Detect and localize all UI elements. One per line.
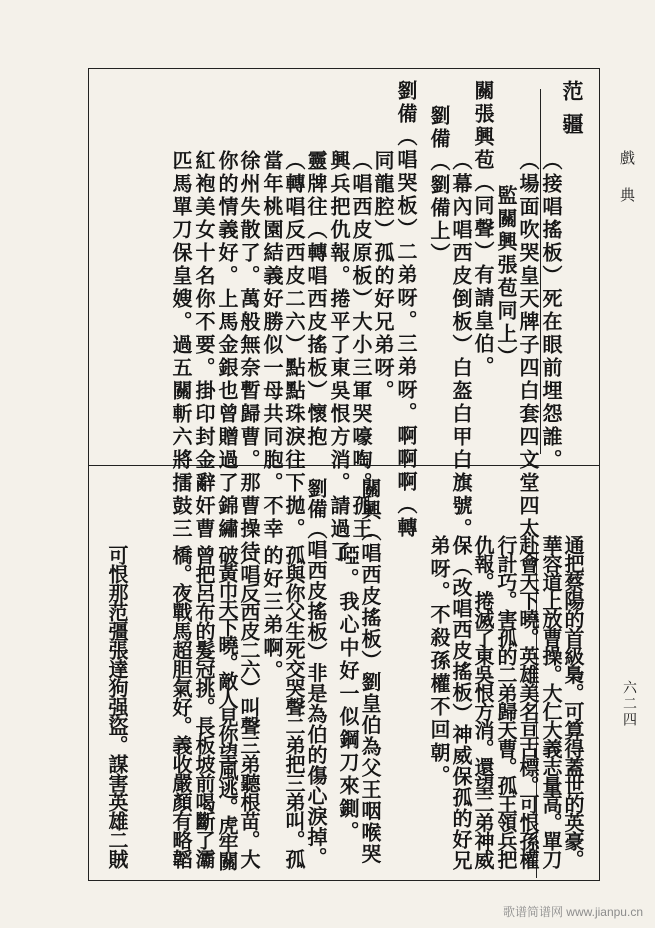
script-line: 孤與你父生死交哭聲二弟把三弟叫。孤 <box>282 545 306 868</box>
script-line: （接唱搖板）死在眼前埋怨誰。 <box>539 150 563 472</box>
script-line: 興兵把仇報。捲平了東吳恨方消。請過了 <box>327 150 351 564</box>
script-line: 劉備（唱西皮搖板）非是為伯的傷心淚掉。 <box>304 478 328 868</box>
script-line: 監關興張苞同上） <box>494 185 518 369</box>
script-line: 通把蔡陽的首級梟。可算得蓋世的英豪。 <box>561 535 585 868</box>
script-line: 匹馬單刀保皇嫂。過五關斬六將擂鼓三 <box>169 150 193 541</box>
script-line: 你的情義好。上馬金銀也曾贈過了錦繡 <box>215 150 239 541</box>
script-line: 同龍腔）孤的好兄弟呀。 <box>371 150 395 403</box>
script-line: 劉備（唱哭板）二弟呀。三弟呀。啊啊啊（轉 <box>394 80 418 540</box>
script-line: 行計巧。害孤的二弟歸天曹。孤王領兵把 <box>494 535 518 868</box>
script-line: 劉備（劉備上） <box>427 105 451 266</box>
script-line: 紅袍美女十名你不要。掛印封金辭奸曹 <box>192 150 216 541</box>
script-line: （場面吹哭皇天牌子四白套四文堂四太 <box>516 150 540 541</box>
script-line: 徐州失散了。萬般無奈暫歸曹。那曹操待 <box>237 150 261 564</box>
script-line: （幕內唱西皮倒板）白盔白甲白旗號。 <box>449 150 473 541</box>
script-line: 當年桃園結義好勝似一母共同胞。不幸 <box>260 150 284 541</box>
script-line: 關興（唱西皮搖板）劉皇伯為父王咽喉哭 <box>358 478 382 865</box>
site-watermark: 歌谱简谱网 www.jianpu.cn <box>502 905 643 919</box>
script-line: 華容道上放曹操。大仁大義志量高。單刀 <box>539 535 563 868</box>
script-line: 啞。我心中好一似鋼刀來鍘。 <box>336 545 360 844</box>
speaker-label-fan-jiang: 范疆 <box>560 80 585 146</box>
script-line: （轉唱反西皮二六）點點珠淚往下拋。 <box>282 150 306 541</box>
script-line: 赴會天下曉。英雄美名亘古標。可恨孫權 <box>516 535 540 868</box>
side-title: 戲典 <box>618 150 636 224</box>
script-line: 可恨那范彊張達狗强盜。謀害英雄二賊 <box>105 545 129 868</box>
script-line: 靈牌往（轉唱西皮搖板）懷抱 <box>304 150 328 449</box>
script-line: 橋。夜戰馬超胆氣好。義收嚴顏有略韜 <box>169 545 193 868</box>
page-number: 六二四 <box>621 680 637 728</box>
script-line: 關張興苞（同聲）有請皇伯。 <box>471 80 495 379</box>
script-line: 保（改唱西皮搖板）神威保孤的好兄 <box>449 535 473 871</box>
script-line: （唱西皮原板）大小三軍哭嚎啕。孤王 <box>349 150 373 541</box>
script-line: 曾把呂布的髮冠挑。長板坡前喝斷了灞 <box>192 545 216 868</box>
script-line: （唱反西皮二六）叫聲三弟聽根苗。大 <box>237 545 261 868</box>
script-line: 仇報。捲滅了東吳恨方消。還望二弟神威 <box>471 535 495 868</box>
script-line: 破黃巾天下曉。敵人見你望風逃。虎牢關 <box>215 545 239 869</box>
script-line: 弟呀。不殺孫權不回朝。 <box>427 535 451 788</box>
script-line: 的好三弟啊。 <box>260 545 284 683</box>
